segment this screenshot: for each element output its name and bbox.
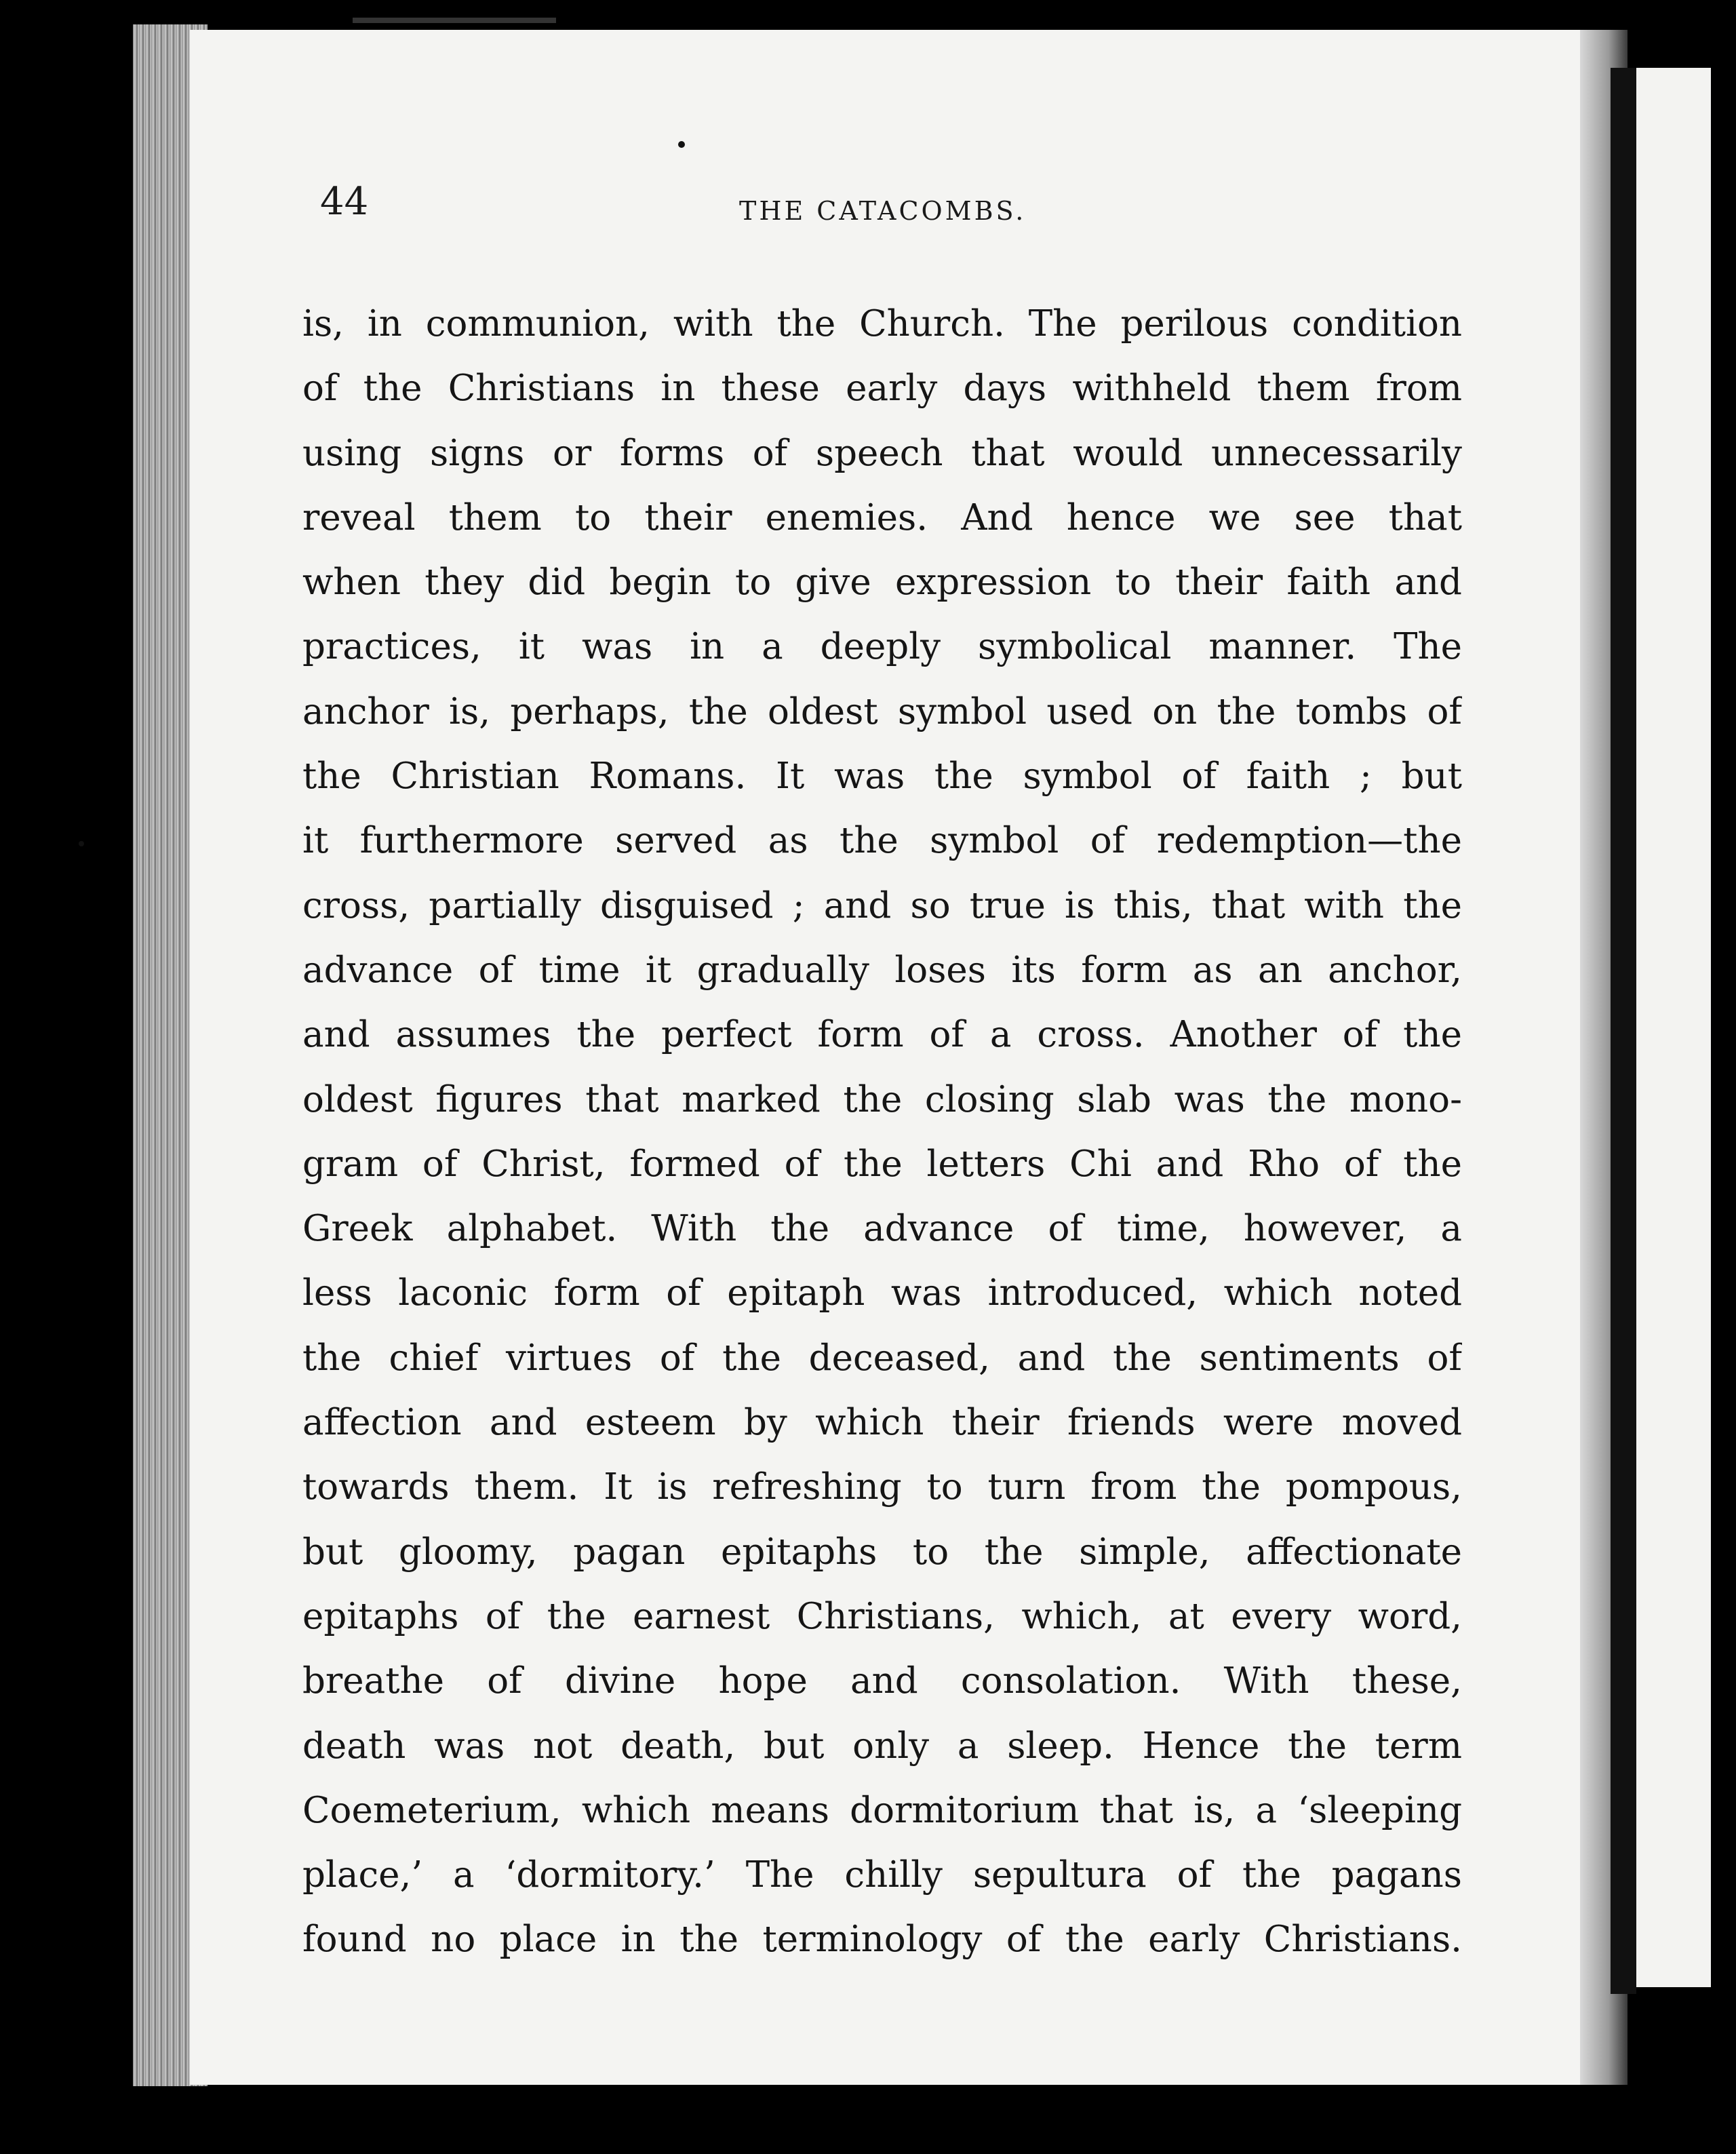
text-line: breathe of divine hope and consolation. With these, — [302, 1660, 1462, 1702]
text-line: gram of Christ, formed of the letters Chi and Rho of the — [302, 1143, 1462, 1185]
text-line: but gloomy, pagan epitaphs to the simple, affectionate — [302, 1531, 1462, 1573]
text-line: advance of time it gradually loses its form as an anchor, — [302, 949, 1462, 991]
ink-speck — [678, 141, 685, 148]
text-line: death was not death, but only a sleep. Hence the term — [302, 1725, 1462, 1767]
ink-speck — [79, 841, 84, 846]
facing-page-edge — [1636, 68, 1711, 1987]
text-line: Coemeterium, which means dormitorium that is, a ‘sleeping — [302, 1789, 1462, 1831]
running-head: THE CATACOMBS. — [739, 196, 1027, 226]
text-line: cross, partially disguised ; and so true is this, that with the — [302, 884, 1462, 926]
book-spine — [1611, 68, 1636, 1994]
text-line: when they did begin to give expression to their faith and — [302, 562, 1462, 604]
body-text — [302, 292, 1462, 1972]
text-line: it furthermore served as the symbol of redemption—the — [302, 820, 1462, 862]
text-line: epitaphs of the earnest Christians, which, at every word, — [302, 1595, 1462, 1637]
text-line: reveal them to their enemies. And hence we see that — [302, 496, 1462, 538]
text-line: affection and esteem by which their friends were moved — [302, 1402, 1462, 1444]
text-line: found no place in the terminology of the early Christians. — [302, 1919, 1462, 1961]
text-line: anchor is, perhaps, the oldest symbol used on the tombs of — [302, 690, 1462, 732]
text-line: towards them. It is refreshing to turn from the pompous, — [302, 1466, 1462, 1508]
text-line: is, in communion, with the Church. The perilous condition — [302, 303, 1462, 345]
text-line: the Christian Romans. It was the symbol of faith ; but — [302, 756, 1462, 798]
text-line: using signs or forms of speech that would unnecessarily — [302, 432, 1462, 474]
text-line: and assumes the perfect form of a cross. Another of the — [302, 1014, 1462, 1056]
scan-artifact — [353, 18, 556, 23]
text-line: practices, it was in a deeply symbolical manner. The — [302, 626, 1462, 668]
text-line: the chief virtues of the deceased, and the sentiments of — [302, 1337, 1462, 1379]
text-line: Greek alphabet. With the advance of time, however, a — [302, 1208, 1462, 1250]
page-number: 44 — [320, 180, 369, 224]
text-line: oldest figures that marked the closing slab was the mono- — [302, 1078, 1462, 1120]
text-line: of the Christians in these early days withheld them from — [302, 368, 1462, 410]
text-line: less laconic form of epitaph was introduced, which noted — [302, 1272, 1462, 1314]
text-line: place,’ a ‘dormitory.’ The chilly sepultura of the pagans — [302, 1854, 1462, 1896]
